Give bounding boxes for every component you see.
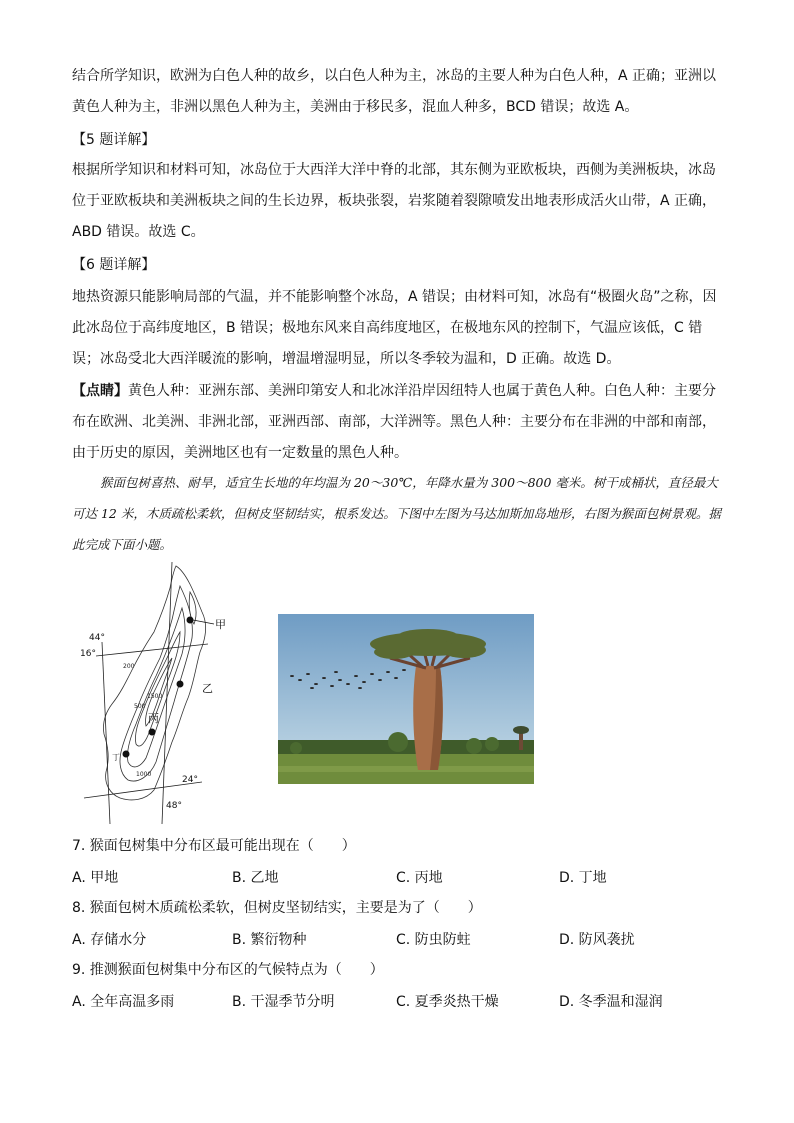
point-jia-label: 甲	[215, 618, 226, 631]
heading-q5-detail: 【5 题详解】	[72, 132, 156, 148]
baobab-tree-photo	[278, 614, 534, 784]
option-d[interactable]: D. 丁地	[559, 870, 607, 886]
contour-label-500: 500	[134, 703, 146, 710]
question-7-stem: 7. 猴面包树集中分布区最可能出现在（ ）	[72, 838, 356, 854]
point-jia-marker	[187, 617, 194, 624]
question-9-options	[72, 990, 722, 1014]
distant-baobab-crown	[513, 726, 529, 734]
point-yi-label: 乙	[202, 682, 213, 695]
option-c[interactable]: C. 夏季炎热干燥	[396, 994, 499, 1010]
point-bing-label: 丙	[148, 712, 159, 725]
point-ding-label: 丁	[112, 753, 120, 762]
option-a[interactable]: A. 全年高温多雨	[72, 994, 175, 1010]
grass-band	[278, 766, 534, 772]
question-8-stem: 8. 猴面包树木质疏松柔软，但树皮坚韧结实，主要是为了（ ）	[72, 900, 482, 916]
longitude-44-line	[102, 642, 110, 824]
option-a[interactable]: A. 甲地	[72, 870, 119, 886]
option-a[interactable]: A. 存储水分	[72, 932, 147, 948]
paragraph-q6-explanation: 地热资源只能影响局部的气温，并不能影响整个冰岛，A 错误；由材料可知，冰岛有“极圈火岛”之称，因此冰岛位于高纬度地区，B 错误；极地东风来自高纬度地区，在极地东风的控制下，气温应该低，C 错误；冰岛受北大西洋暖流的影响，增温增湿明显，所以冬季较为温和，D 正确。故选 D。	[72, 289, 717, 367]
label-lat-24: 24°	[182, 775, 198, 785]
point-jia-leader	[193, 620, 214, 624]
option-d[interactable]: D. 冬季温和湿润	[559, 994, 663, 1010]
option-b[interactable]: B. 乙地	[232, 870, 279, 886]
paragraph-q5-explanation: 根据所学知识和材料可知，冰岛位于大西洋大洋中脊的北部，其东侧为亚欧板块，西侧为美洲板块，冰岛位于亚欧板块和美洲板块之间的生长边界，板块张裂，岩浆随着裂隙喷发出地表形成活火山带，A 正确，ABD 错误。故选 C。	[72, 162, 717, 240]
madagascar-terrain-map	[76, 562, 246, 824]
label-lon-44: 44°	[89, 633, 105, 643]
label-lat-16: 16°	[80, 649, 96, 659]
point-ding-marker	[123, 751, 130, 758]
option-b[interactable]: B. 繁衍物种	[232, 932, 307, 948]
contour-label-200: 200	[123, 663, 135, 670]
question-9-stem: 9. 推测猴面包树集中分布区的气候特点为（ ）	[72, 962, 384, 978]
label-lon-48: 48°	[166, 801, 182, 811]
question-8-options	[72, 928, 722, 952]
tip-text: 黄色人种：亚洲东部、美洲印第安人和北冰洋沿岸因纽特人也属于黄色人种。白色人种：主要分布在欧洲、北美洲、非洲北部，亚洲西部、南部，大洋洲等。黑色人种：主要分布在非洲的中部和南部，由于历史的原因，美洲地区也有一定数量的黑色人种。	[72, 383, 716, 461]
contour-label-1000: 1000	[136, 771, 152, 778]
point-yi-marker	[177, 681, 184, 688]
option-d[interactable]: D. 防风袭扰	[559, 932, 635, 948]
tip-paragraph	[72, 376, 722, 469]
heading-q6-detail: 【6 题详解】	[72, 257, 156, 273]
material-intro: 猴面包树喜热、耐旱，适宜生长地的年均温为 20～30℃，年降水量为 300～800 毫米。树干成桶状，直径最大可达 12 米，木质疏松柔软，但树皮坚韧结实，根系发达。下图中左图为马达加斯加岛地形，右图为猴面包树景观。据此完成下面小题。	[72, 475, 721, 552]
paragraph-q4-explanation: 结合所学知识，欧洲为白色人种的故乡，以白色人种为主，冰岛的主要人种为白色人种，A 正确；亚洲以黄色人种为主，非洲以黑色人种为主，美洲由于移民多，混血人种多，BCD 错误；故选 A。	[72, 68, 717, 115]
question-7-options	[72, 866, 722, 890]
contour-label-1500: 1500	[147, 693, 163, 700]
point-bing-marker	[149, 729, 156, 736]
tip-label: 【点睛】	[72, 383, 128, 399]
option-c[interactable]: C. 防虫防蛀	[396, 932, 471, 948]
option-c[interactable]: C. 丙地	[396, 870, 443, 886]
option-b[interactable]: B. 干湿季节分明	[232, 994, 335, 1010]
latitude-16-line	[96, 644, 208, 656]
